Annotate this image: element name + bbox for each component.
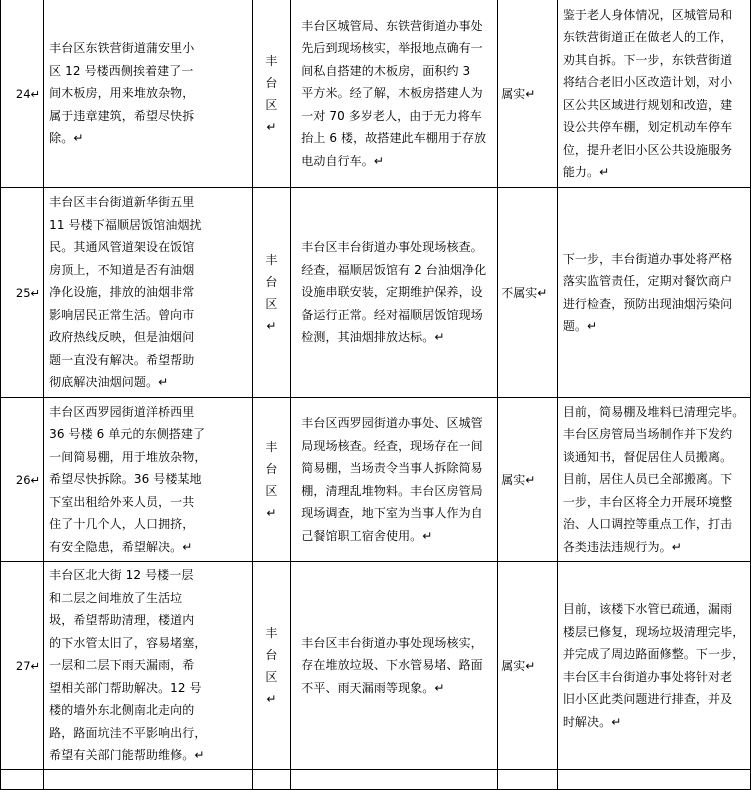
district-cell: 丰台区↵ xyxy=(252,562,291,770)
row-number: 27↵ xyxy=(1,562,44,770)
verification-cell: 丰台区丰台街道办事处现场核查。 经查，福顺居饭馆有 2 台油烟净化 设施串联安装，定期维护保养，设 备运行正常。经对福顺居饭馆现场 检测，其油烟排放达标。↵ xyxy=(291,188,498,398)
verification-cell: 丰台区丰台街道办事处现场核实， 存在堆放垃圾、下水管易堵、路面 不平、雨天漏雨等现象。↵ xyxy=(291,562,498,770)
table-row xyxy=(1,562,751,770)
resolution-cell: 下一步，丰台街道办事处将严格 落实监管责任，定期对餐饮商户 进行检查，预防出现油烟污染问 题。↵ xyxy=(557,188,750,398)
row-number: 25↵ xyxy=(1,188,44,398)
resolution-cell: 目前，简易棚及堆料已清理完毕。 丰台区房管局当场制作并下发约 谈通知书，督促居住人员搬离。 目前，居住人员已全部搬离。下 一步，丰台区将全力开展环境整 治、人口调控等重点工作，打击 各类违法违规行为。↵ xyxy=(557,398,750,562)
row-number: 24↵ xyxy=(1,0,44,188)
row-number-empty xyxy=(1,770,44,790)
resolution-cell: 目前，该楼下水管已疏通，漏雨 楼层已修复，现场垃圾清理完毕， 并完成了周边路面修整。下一步， 丰台区丰台街道办事处将针对老 旧小区此类问题进行排查，并及 时解决。↵ xyxy=(557,562,750,770)
complaint-content: 丰台区北大街 12 号楼一层 和二层之间堆放了生活垃 圾，希望帮助清理，楼道内 的下水管太旧了，容易堵塞， 一层和二层下雨天漏雨，希 望相关部门帮助解决。12 号 楼的墙外东北侧南北走向的 路，路面坑洼不平影响出行， 希望有关部门能帮助维修。↵ xyxy=(44,562,252,770)
verification-cell: 丰台区城管局、东铁营街道办事处 先后到现场核实，举报地点确有一 间私自搭建的木板房，面积约 3 平方米。经了解，木板房搭建人为 一对 70 多岁老人，由于无力将车 抬上 6 楼，故搭建此车棚用于存放 电动自行车。↵ xyxy=(291,0,498,188)
table-row xyxy=(1,398,751,562)
table-row xyxy=(1,0,751,188)
table-row xyxy=(1,188,751,398)
resolution-cell-empty xyxy=(557,770,750,790)
result-cell: 不属实↵ xyxy=(498,188,558,398)
result-cell: 属实↵ xyxy=(498,562,558,770)
resolution-cell: 鉴于老人身体情况，区城管局和 东铁营街道正在做老人的工作， 劝其自拆。下一步，东铁营街道 将结合老旧小区改造计划，对小 区公共区域进行规划和改造，建 设公共停车棚，划定机动车停车 位，提升老旧小区公共设施服务 能力。↵ xyxy=(557,0,750,188)
complaint-content: 丰台区丰台街道新华街五里 11 号楼下福顺居饭馆油烟扰 民。其通风管道架设在饭馆 房顶上，不知道是否有油烟 净化设施，排放的油烟非常 影响居民正常生活。曾向市 政府热线反映，但是油烟问 题一直没有解决。希望帮助 彻底解决油烟问题。↵ xyxy=(44,188,252,398)
result-cell: 属实↵ xyxy=(498,398,558,562)
district-cell: 丰台区↵ xyxy=(252,0,291,188)
district-cell-empty xyxy=(252,770,291,790)
result-cell: 属实↵ xyxy=(498,0,558,188)
verification-cell: 丰台区西罗园街道办事处、区城管 局现场核查。经查，现场存在一间 简易棚，当场责令当事人拆除简易 棚，清理乱堆物料。丰台区房管局 现场调查，地下室为当事人作为自 己餐馆职工宿舍使用。↵ xyxy=(291,398,498,562)
result-cell-empty xyxy=(498,770,558,790)
table-row-partial xyxy=(1,770,751,790)
district-cell: 丰台区↵ xyxy=(252,398,291,562)
complaint-content: 丰台区西罗园街道洋桥西里 36 号楼 6 单元的东侧搭建了 一间简易棚，用于堆放杂物， 希望尽快拆除。36 号楼某地 下室出租给外来人员，一共 住了十几个人，人口拥挤， 有安全隐患，希望解决。↵ xyxy=(44,398,252,562)
row-number: 26↵ xyxy=(1,398,44,562)
verification-cell-empty xyxy=(291,770,498,790)
complaint-content: 丰台区东铁营街道蒲安里小 区 12 号楼西侧挨着建了一 间木板房，用来堆放杂物， 属于违章建筑，希望尽快拆 除。↵ xyxy=(44,0,252,188)
district-cell: 丰台区↵ xyxy=(252,188,291,398)
complaint-content-empty xyxy=(44,770,252,790)
